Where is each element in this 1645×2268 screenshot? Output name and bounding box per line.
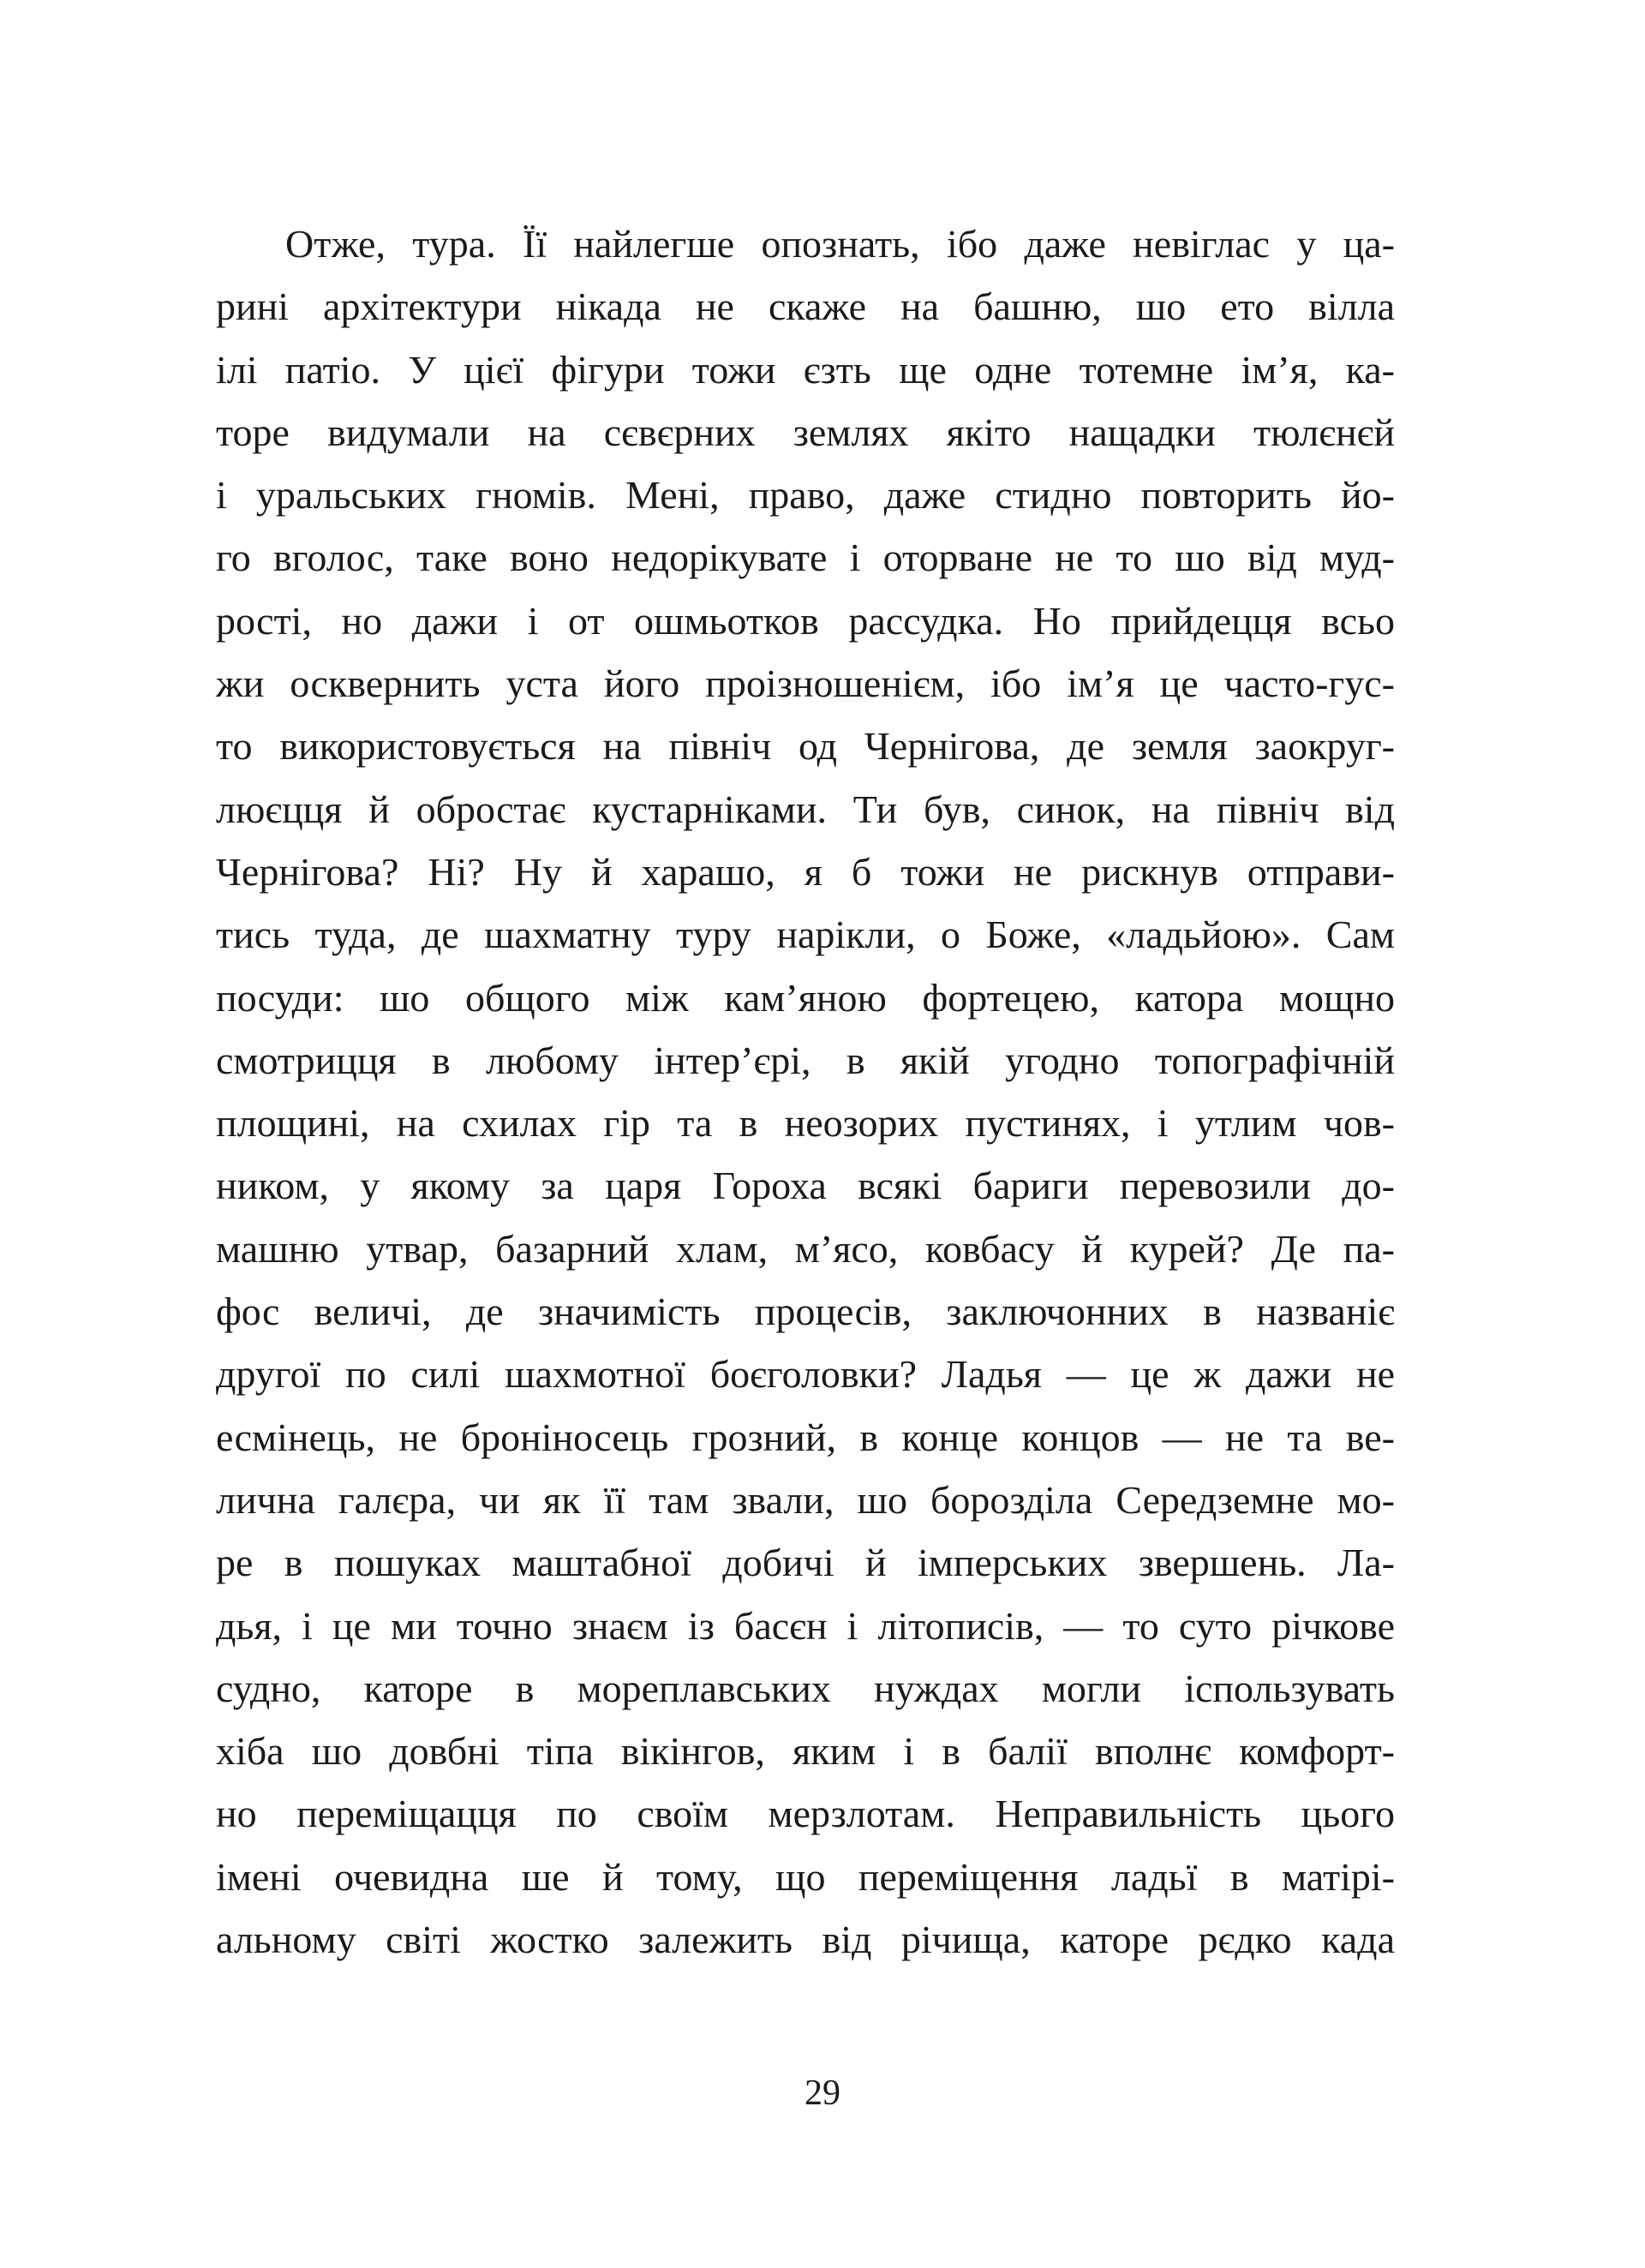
text-line: хіба шо довбні тіпа вікінгов, яким і в балії вполнє комфорт-	[216, 1729, 1395, 1774]
text-line: лична галєра, чи як її там звали, шо борозділа Середземне мо-	[216, 1477, 1395, 1522]
text-line: но переміщацця по своїм мерзлотам. Неправильність цього	[216, 1792, 1395, 1836]
text-line: Чернігова? Ні? Ну й харашо, я б тожи не рискнув отправи-	[216, 849, 1395, 894]
text-line: тись туда, де шахматну туру нарікли, о Боже, «ладьйою». Сам	[216, 913, 1395, 957]
text-line: ілі патіо. У цієї фігури тожи єзть ще одне тотемне ім’я, ка-	[216, 347, 1395, 392]
text-line: дья, і це ми точно знаєм із басєн і літописів, — то суто річкове	[216, 1603, 1395, 1648]
text-line: імені очевидна ше й тому, що переміщення ладьї в матірі-	[216, 1854, 1395, 1899]
text-line: рості, но дажи і от ошмьотков рассудка. Но прийдецця всьо	[216, 598, 1395, 643]
text-line: ником, у якому за царя Гороха всякі бариги перевозили до-	[216, 1164, 1395, 1208]
text-line: рині архітектури нікада не скаже на башню, шо ето вілла	[216, 284, 1395, 329]
text-line: то використовується на північ од Чернігова, де земля заокруг-	[216, 724, 1395, 769]
text-line: Отже, тура. Її найлегше опознать, ібо даже невіглас у ца-	[285, 222, 1395, 266]
text-line: смотрицця в любому інтер’єрі, в якій угодно топографічній	[216, 1038, 1395, 1082]
text-line: торе видумали на сєвєрних землях якіто нащадки тюлєнєй	[216, 410, 1395, 454]
page-number: 29	[805, 2074, 840, 2113]
text-line: люєцця й обростає кустарніками. Ти був, синок, на північ від	[216, 787, 1395, 831]
text-line: жи осквернить уста його проізношенієм, ібо ім’я це часто-гус-	[216, 661, 1395, 706]
text-line: і уральських гномів. Мені, право, даже стидно повторить йо-	[216, 473, 1395, 518]
text-line: фос величі, де значимість процесів, заключонних в названіє	[216, 1290, 1395, 1334]
body-paragraph	[216, 212, 1395, 1971]
text-line: есмінець, не броніносець грозний, в конце концов — не та ве-	[216, 1415, 1395, 1459]
text-line: машню утвар, базарний хлам, м’ясо, ковбасу й курей? Де па-	[216, 1226, 1395, 1271]
text-line: другої по силі шахмотної боєголовки? Ладья — це ж дажи не	[216, 1352, 1395, 1397]
text-line: альному світі жостко залежить від річища, каторе рєдко када	[216, 1918, 1395, 1962]
text-line: ре в пошуках маштабної добичі й імперських звершень. Ла-	[216, 1541, 1395, 1585]
text-line: площині, на схилах гір та в неозорих пустинях, і утлим чов-	[216, 1101, 1395, 1146]
text-line: го вголос, таке воно недорікувате і оторване не то шо від муд-	[216, 536, 1395, 580]
text-line: судно, каторе в мореплавських нуждах могли іспользувать	[216, 1666, 1395, 1710]
text-line: посуди: шо общого між кам’яною фортецею, катора мощно	[216, 975, 1395, 1020]
